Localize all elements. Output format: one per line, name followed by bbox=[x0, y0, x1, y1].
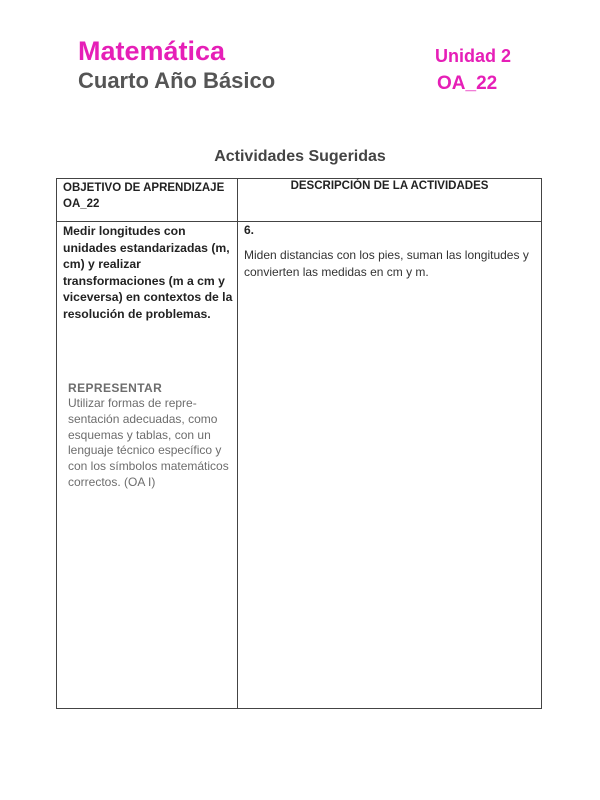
objective-text: Medir longitudes con unidades estandarizadas (m, cm) y realizar transformaciones (m a cm y viceversa) en contextos de la resolución de problemas. bbox=[63, 224, 233, 321]
grade-title: Cuarto Año Básico bbox=[78, 68, 276, 93]
unit-label: Unidad 2 bbox=[435, 46, 512, 66]
description-header: DESCRIPCIÓN DE LA ACTIVIDADES bbox=[290, 180, 489, 192]
objective-header: OBJETIVO DE APRENDIZAJE OA_22 bbox=[63, 182, 225, 210]
subject-title: Matemática bbox=[78, 36, 226, 66]
activities-table bbox=[56, 178, 542, 709]
skill-text: Utilizar formas de repre-sentación adecuadas, como esquemas y tablas, con un lenguaje técnico específico y con los símbolos matemáticos correctos. (OA I) bbox=[68, 396, 229, 489]
section-title: Actividades Sugeridas bbox=[214, 148, 386, 165]
header-divider bbox=[57, 221, 541, 222]
activity-text: Miden distancias con los pies, suman las longitudes y convierten las medidas en cm y m. bbox=[244, 248, 529, 279]
skill-title: REPRESENTAR bbox=[68, 381, 163, 395]
activity-number: 6. bbox=[244, 223, 255, 237]
oa-code: OA_22 bbox=[437, 73, 498, 94]
